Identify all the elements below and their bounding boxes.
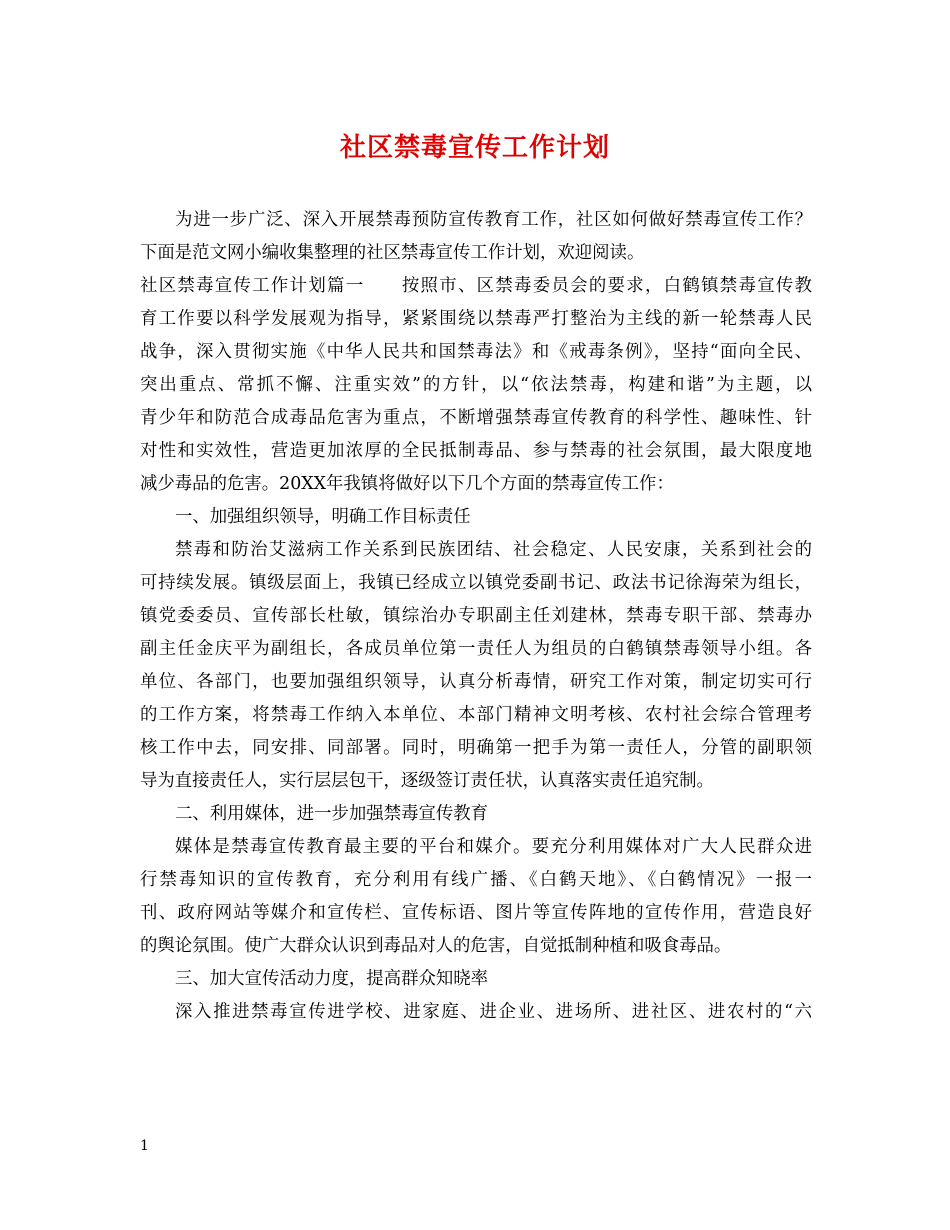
text-line: 可持续发展。镇级层面上，我镇已经成立以镇党委副书记、政法书记徐海荣为组长， xyxy=(140,573,812,593)
text-line: 社区禁毒宣传工作计划篇一 按照市、区禁毒委员会的要求，白鹤镇禁毒宣传教 xyxy=(140,276,812,296)
document-title: 社区禁毒宣传工作计划 xyxy=(339,133,610,163)
text-line: 减少毒品的危害。20XX年我镇将做好以下几个方面的禁毒宣传工作： xyxy=(140,474,674,494)
text-line: 的舆论氛围。使广大群众认识到毒品对人的危害，自觉抵制种植和吸食毒品。 xyxy=(140,936,732,956)
text-line: 镇党委委员、宣传部长杜敏，镇综治办专职副主任刘建林，禁毒专职干部、禁毒办 xyxy=(140,606,812,626)
document-body xyxy=(140,204,812,1029)
text-line: 下面是范文网小编收集整理的社区禁毒宣传工作计划，欢迎阅读。 xyxy=(140,243,645,263)
text-line: 核工作中去，同安排、同部署。同时，明确第一把手为第一责任人，分管的副职领 xyxy=(140,738,812,758)
text-line: 深入推进禁毒宣传进学校、进家庭、进企业、进场所、进社区、进农村的“六 xyxy=(175,1002,812,1022)
text-line: 副主任金庆平为副组长，各成员单位第一责任人为组员的白鹤镇禁毒领导小组。各 xyxy=(140,639,812,659)
text-line: 导为直接责任人，实行层层包干，逐级签订责任状，认真落实责任追究制。 xyxy=(140,771,714,791)
text-line: 的工作方案，将禁毒工作纳入本单位、本部门精神文明考核、农村社会综合管理考 xyxy=(140,705,812,725)
text-line: 单位、各部门，也要加强组织领导，认真分析毒情，研究工作对策，制定切实可行 xyxy=(140,672,812,692)
text-line: 对性和实效性，营造更加浓厚的全民抵制毒品、参与禁毒的社会氛围，最大限度地 xyxy=(140,441,812,461)
text-line: 媒体是禁毒宣传教育最主要的平台和媒介。要充分利用媒体对广大人民群众进 xyxy=(175,837,812,857)
text-line: 禁毒和防治艾滋病工作关系到民族团结、社会稳定、人民安康，关系到社会的 xyxy=(175,540,812,560)
text-line: 为进一步广泛、深入开展禁毒预防宣传教育工作，社区如何做好禁毒宣传工作？ xyxy=(175,210,812,230)
text-line: 突出重点、常抓不懈、注重实效”的方针，以“依法禁毒，构建和谐”为主题，以 xyxy=(140,375,812,395)
text-line: 三、加大宣传活动力度，提高群众知晓率 xyxy=(175,969,489,989)
page-number: 1 xyxy=(140,1138,149,1154)
text-line: 行禁毒知识的宣传教育，充分利用有线广播、《白鹤天地》、《白鹤情况》一报一 xyxy=(140,870,812,890)
text-line: 青少年和防范合成毒品危害为重点，不断增强禁毒宣传教育的科学性、趣味性、针 xyxy=(140,408,812,428)
text-line: 一、加强组织领导，明确工作目标责任 xyxy=(175,507,471,527)
text-line: 刊、政府网站等媒介和宣传栏、宣传标语、图片等宣传阵地的宣传作用，营造良好 xyxy=(140,903,812,923)
text-line: 育工作要以科学发展观为指导，紧紧围绕以禁毒严打整治为主线的新一轮禁毒人民 xyxy=(140,309,812,329)
text-line: 二、利用媒体，进一步加强禁毒宣传教育 xyxy=(175,804,489,824)
text-line: 战争，深入贯彻实施《中华人民共和国禁毒法》和《戒毒条例》，坚持“面向全民、 xyxy=(140,342,812,362)
